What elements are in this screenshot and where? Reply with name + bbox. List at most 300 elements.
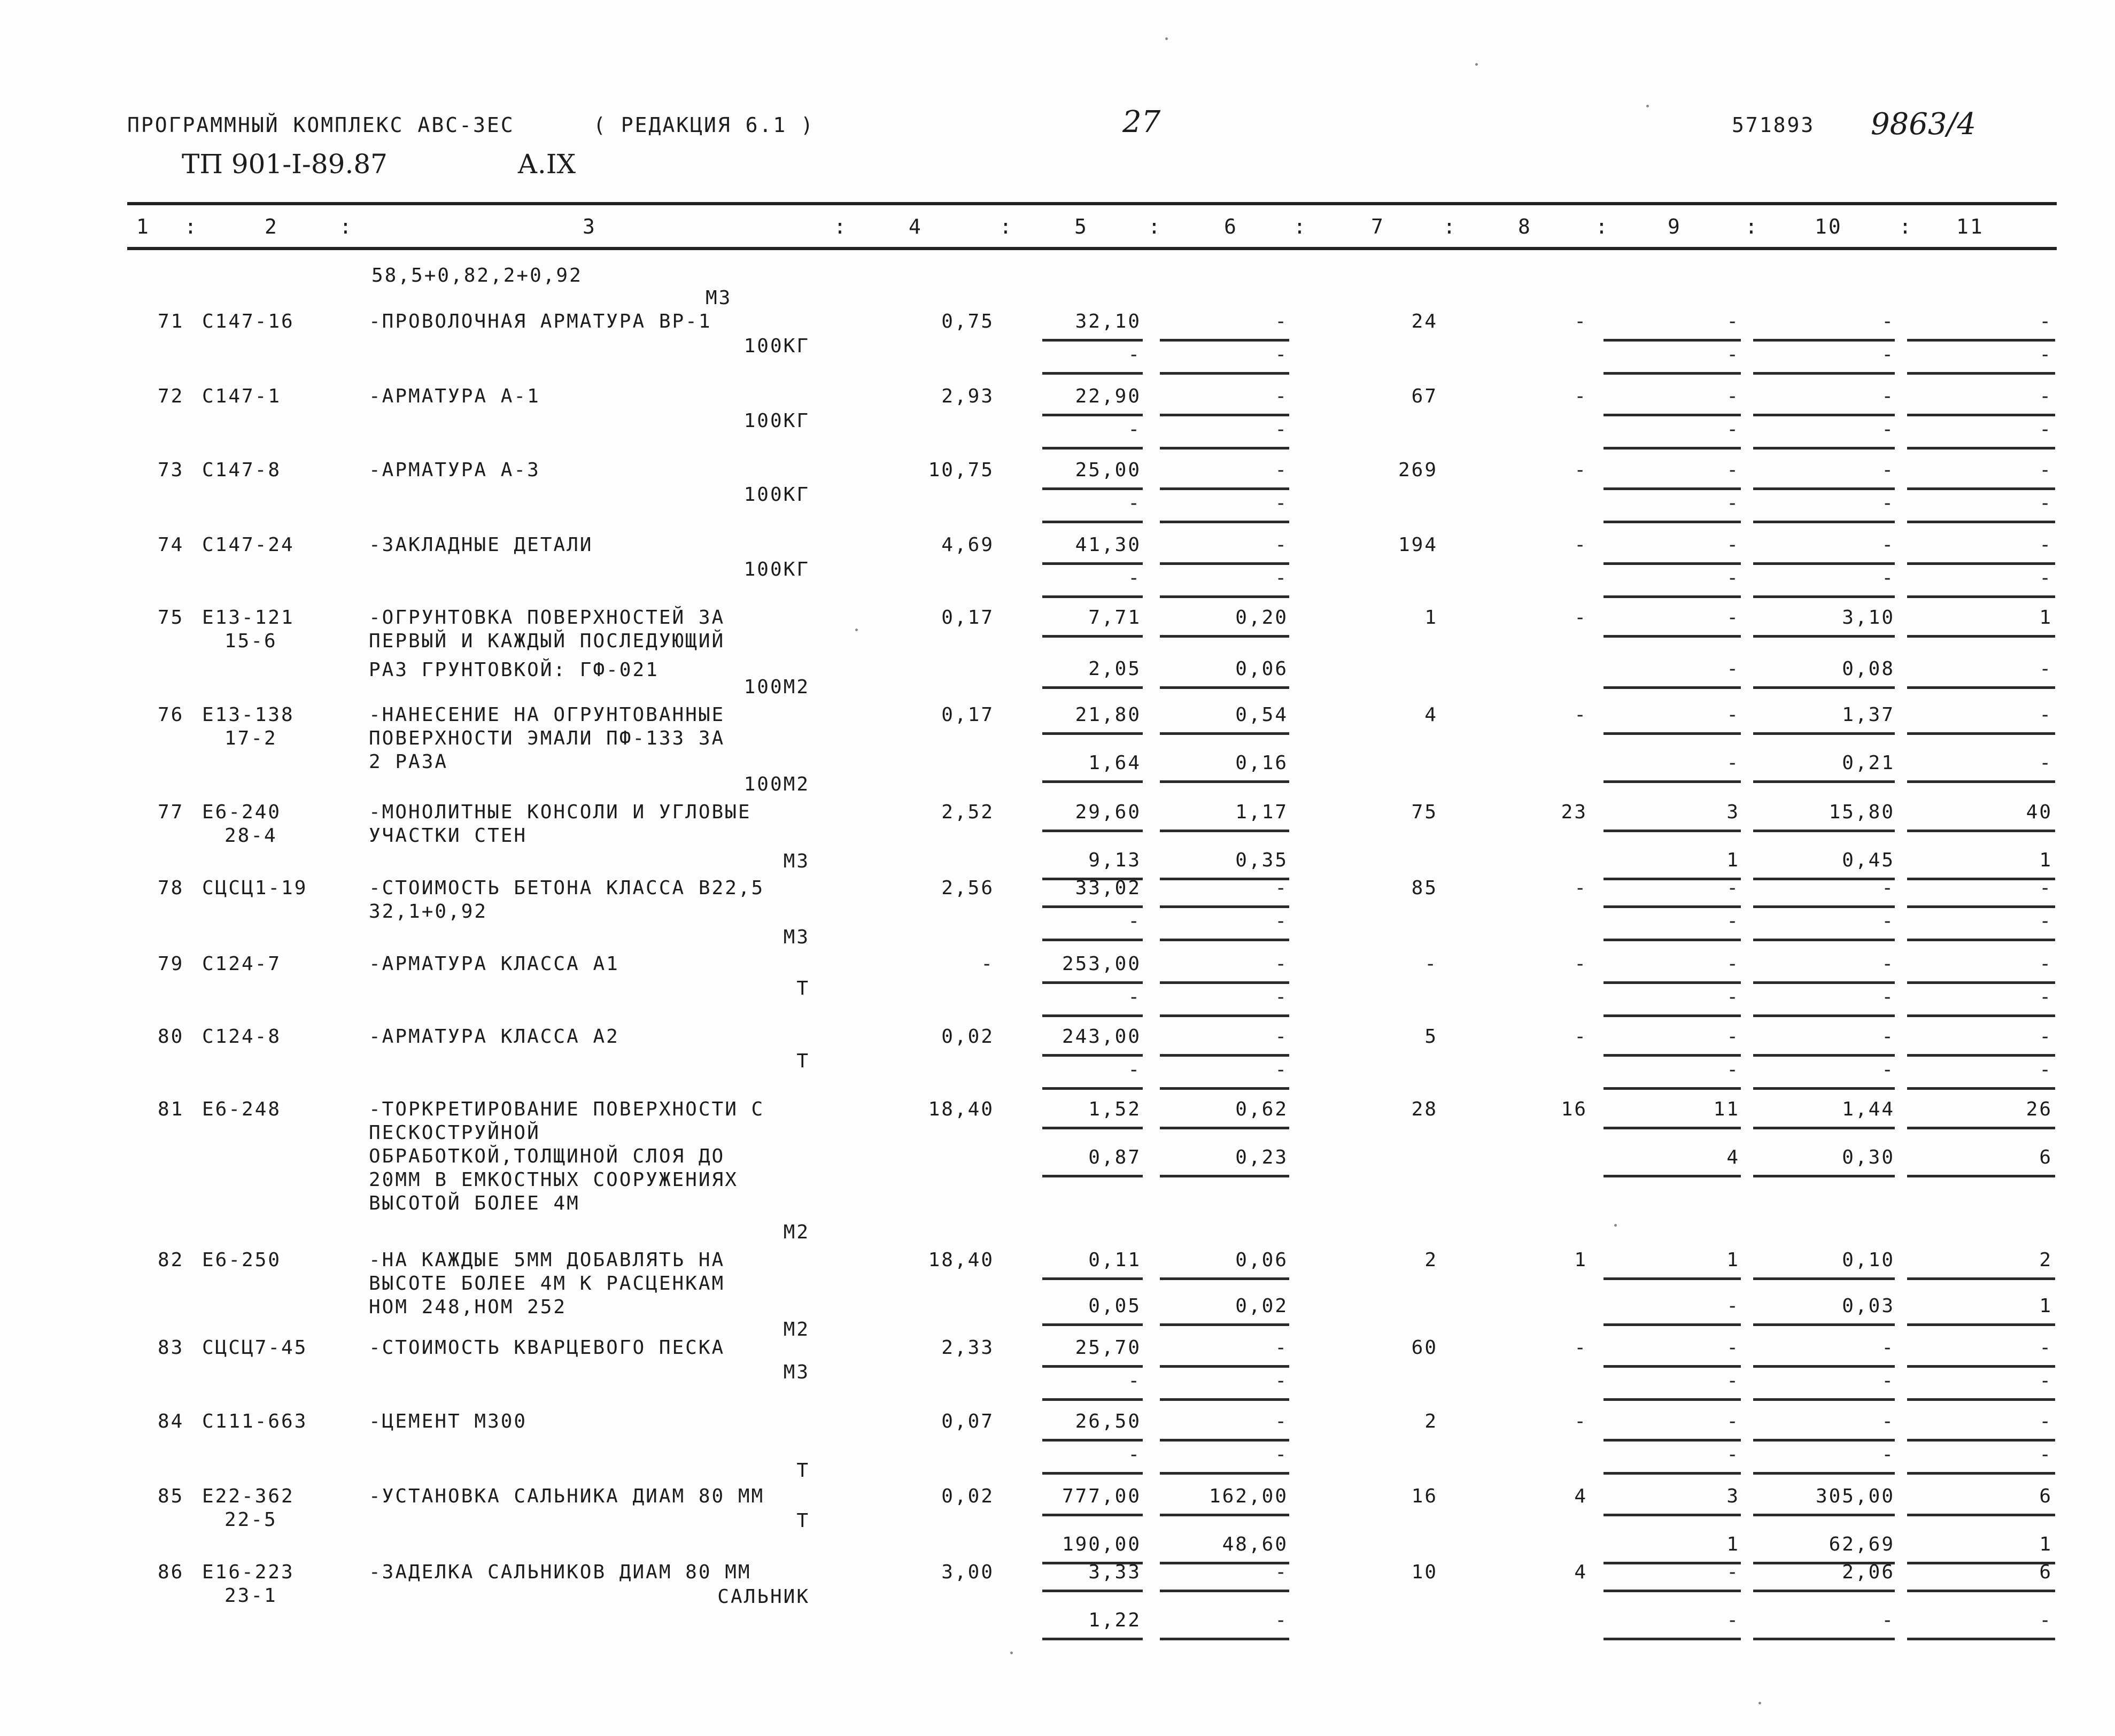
secondary-value-col-6: 0,02 bbox=[1235, 1295, 1288, 1317]
value-underline bbox=[1160, 635, 1289, 638]
rate-code-secondary: 28-4 bbox=[224, 825, 277, 847]
row-number: 84 bbox=[158, 1410, 184, 1432]
rate-code: С111-663 bbox=[202, 1410, 308, 1432]
value-col-9: 3 bbox=[1726, 1485, 1740, 1507]
value-col-4: - bbox=[981, 953, 994, 975]
rate-code-secondary: 23-1 bbox=[224, 1585, 277, 1607]
secondary-value-col-6: - bbox=[1275, 492, 1288, 514]
secondary-value-col-9: 1 bbox=[1726, 1533, 1740, 1555]
unit-label: М2 bbox=[783, 1319, 810, 1340]
secondary-value-col-11: 1 bbox=[2039, 1533, 2052, 1555]
row-number: 77 bbox=[158, 801, 184, 823]
value-col-4: 0,17 bbox=[941, 704, 994, 726]
value-underline bbox=[1753, 686, 1895, 689]
value-col-10: - bbox=[1881, 953, 1895, 975]
value-underline bbox=[1160, 487, 1289, 490]
value-col-9: - bbox=[1726, 877, 1740, 899]
rate-code: С124-7 bbox=[202, 953, 282, 975]
value-col-9: - bbox=[1726, 704, 1740, 726]
value-col-6: - bbox=[1275, 311, 1288, 332]
value-underline bbox=[1603, 905, 1741, 908]
value-underline bbox=[1160, 905, 1289, 908]
value-underline bbox=[1160, 1087, 1289, 1090]
secondary-value-col-11: - bbox=[2039, 1370, 2052, 1392]
unit-label: М3 bbox=[783, 1361, 810, 1383]
value-underline bbox=[1907, 1472, 2055, 1475]
value-underline bbox=[1160, 1472, 1289, 1475]
row-number: 72 bbox=[158, 385, 184, 407]
value-col-10: 15,80 bbox=[1829, 801, 1895, 823]
rate-code-secondary: 15-6 bbox=[224, 630, 277, 652]
column-header-9: 9 bbox=[1668, 215, 1682, 238]
value-underline bbox=[1907, 1323, 2055, 1326]
secondary-value-col-10: - bbox=[1881, 986, 1895, 1008]
value-underline bbox=[1753, 635, 1895, 638]
secondary-value-col-11: - bbox=[2039, 1059, 2052, 1081]
value-col-11: - bbox=[2039, 877, 2052, 899]
value-underline bbox=[1042, 635, 1143, 638]
value-col-8: 4 bbox=[1574, 1561, 1587, 1583]
value-underline bbox=[1907, 339, 2055, 342]
value-col-6: - bbox=[1275, 385, 1288, 407]
work-description: ВЫСОТЕ БОЛЕЕ 4М К РАСЦЕНКАМ bbox=[369, 1273, 725, 1295]
value-underline bbox=[1042, 487, 1143, 490]
value-col-10: - bbox=[1881, 1026, 1895, 1048]
value-underline bbox=[1753, 1014, 1895, 1017]
value-col-7: 10 bbox=[1411, 1561, 1438, 1583]
value-underline bbox=[1753, 487, 1895, 490]
column-separator: : bbox=[339, 215, 353, 238]
rate-code: С147-8 bbox=[202, 459, 282, 481]
value-underline bbox=[1042, 939, 1143, 941]
value-col-7: 4 bbox=[1424, 704, 1438, 726]
value-underline bbox=[1603, 1439, 1741, 1442]
secondary-value-col-11: - bbox=[2039, 492, 2052, 514]
unit-label: М2 bbox=[783, 1221, 810, 1243]
value-underline bbox=[1907, 562, 2055, 565]
value-underline bbox=[1753, 339, 1895, 342]
value-underline bbox=[1160, 1638, 1289, 1640]
value-col-6: - bbox=[1275, 877, 1288, 899]
rate-code: Е6-250 bbox=[202, 1249, 282, 1271]
value-underline bbox=[1907, 1638, 2055, 1640]
value-underline bbox=[1160, 1590, 1289, 1592]
secondary-value-col-10: 0,45 bbox=[1842, 849, 1895, 871]
value-underline bbox=[1753, 1472, 1895, 1475]
value-col-4: 10,75 bbox=[928, 459, 994, 481]
secondary-value-col-6: - bbox=[1275, 1444, 1288, 1466]
secondary-value-col-9: - bbox=[1726, 910, 1740, 932]
value-underline bbox=[1753, 1054, 1895, 1057]
column-separator: : bbox=[1745, 215, 1759, 238]
row-number: 86 bbox=[158, 1561, 184, 1583]
value-col-4: 0,17 bbox=[941, 607, 994, 629]
value-underline bbox=[1603, 1365, 1741, 1368]
value-col-7: 16 bbox=[1411, 1485, 1438, 1507]
work-description: ВЫСОТОЙ БОЛЕЕ 4М bbox=[369, 1192, 580, 1214]
value-col-7: 85 bbox=[1411, 877, 1438, 899]
value-underline bbox=[1907, 1087, 2055, 1090]
value-col-9: 1 bbox=[1726, 1249, 1740, 1271]
secondary-value-col-5: 9,13 bbox=[1088, 849, 1141, 871]
value-col-5: 253,00 bbox=[1062, 953, 1141, 975]
secondary-value-col-5: - bbox=[1128, 910, 1141, 932]
secondary-value-col-10: - bbox=[1881, 1444, 1895, 1466]
value-underline bbox=[1753, 562, 1895, 565]
value-underline bbox=[1907, 595, 2055, 598]
work-description: ОБРАБОТКОЙ,ТОЛЩИНОЙ СЛОЯ ДО bbox=[369, 1145, 725, 1167]
secondary-value-col-10: - bbox=[1881, 344, 1895, 366]
value-underline bbox=[1042, 732, 1143, 735]
rate-code-secondary: 17-2 bbox=[224, 727, 277, 749]
work-description: -ЦЕМЕНТ М300 bbox=[369, 1410, 528, 1432]
value-col-6: - bbox=[1275, 459, 1288, 481]
row-number: 76 bbox=[158, 704, 184, 726]
scan-speck bbox=[1646, 105, 1649, 107]
value-col-9: - bbox=[1726, 311, 1740, 332]
value-underline bbox=[1603, 939, 1741, 941]
value-underline bbox=[1603, 780, 1741, 783]
value-col-7: 194 bbox=[1398, 534, 1438, 556]
value-underline bbox=[1603, 1277, 1741, 1280]
value-col-8: 23 bbox=[1561, 801, 1587, 823]
value-col-5: 22,90 bbox=[1075, 385, 1141, 407]
value-underline bbox=[1603, 1323, 1741, 1326]
work-description: ПЕРВЫЙ И КАЖДЫЙ ПОСЛЕДУЮЩИЙ bbox=[369, 630, 725, 652]
value-underline bbox=[1042, 1277, 1143, 1280]
work-description: -АРМАТУРА А-3 bbox=[369, 459, 540, 481]
value-col-6: - bbox=[1275, 1410, 1288, 1432]
value-underline bbox=[1753, 447, 1895, 449]
value-underline bbox=[1753, 1514, 1895, 1516]
value-col-9: - bbox=[1726, 385, 1740, 407]
value-underline bbox=[1907, 780, 2055, 783]
handwritten-doc-number: 9863/4 bbox=[1871, 107, 1977, 142]
secondary-value-col-5: - bbox=[1128, 986, 1141, 1008]
value-col-8: - bbox=[1574, 1410, 1587, 1432]
value-col-5: 0,11 bbox=[1088, 1249, 1141, 1271]
rate-code: Е22-362 bbox=[202, 1485, 295, 1507]
value-underline bbox=[1603, 1472, 1741, 1475]
secondary-value-col-6: 0,16 bbox=[1235, 752, 1288, 774]
secondary-value-col-10: 0,03 bbox=[1842, 1295, 1895, 1317]
value-col-7: 269 bbox=[1398, 459, 1438, 481]
secondary-value-col-9: - bbox=[1726, 986, 1740, 1008]
secondary-value-col-5: - bbox=[1128, 418, 1141, 440]
value-underline bbox=[1160, 1562, 1289, 1564]
value-col-4: 4,69 bbox=[941, 534, 994, 556]
value-underline bbox=[1603, 732, 1741, 735]
value-col-8: - bbox=[1574, 607, 1587, 629]
secondary-value-col-6: - bbox=[1275, 567, 1288, 589]
value-col-10: - bbox=[1881, 459, 1895, 481]
value-col-11: - bbox=[2039, 704, 2052, 726]
value-col-10: - bbox=[1881, 534, 1895, 556]
value-col-9: 11 bbox=[1713, 1098, 1740, 1120]
column-header-6: 6 bbox=[1224, 215, 1238, 238]
value-col-9: - bbox=[1726, 1337, 1740, 1359]
value-underline bbox=[1042, 1398, 1143, 1401]
secondary-value-col-5: 0,87 bbox=[1088, 1146, 1141, 1168]
value-underline bbox=[1603, 981, 1741, 984]
program-title: ПРОГРАММНЫЙ КОМПЛЕКС АВС-ЗЕС bbox=[127, 113, 515, 137]
unit-label: 100М2 bbox=[743, 773, 810, 795]
work-description: 32,1+0,92 bbox=[369, 901, 488, 923]
work-description: -ЗАКЛАДНЫЕ ДЕТАЛИ bbox=[369, 534, 593, 556]
rate-code: Е13-121 bbox=[202, 607, 295, 629]
value-underline bbox=[1160, 595, 1289, 598]
value-underline bbox=[1907, 487, 2055, 490]
secondary-value-col-10: - bbox=[1881, 567, 1895, 589]
secondary-value-col-10: - bbox=[1881, 492, 1895, 514]
value-col-5: 243,00 bbox=[1062, 1026, 1141, 1048]
value-col-11: 26 bbox=[2026, 1098, 2052, 1120]
value-underline bbox=[1042, 562, 1143, 565]
value-underline bbox=[1753, 981, 1895, 984]
value-col-8: 16 bbox=[1561, 1098, 1587, 1120]
value-underline bbox=[1603, 878, 1741, 880]
rate-code-secondary: 22-5 bbox=[224, 1509, 277, 1531]
value-underline bbox=[1603, 447, 1741, 449]
secondary-value-col-11: - bbox=[2039, 752, 2052, 774]
value-underline bbox=[1042, 447, 1143, 449]
value-underline bbox=[1753, 905, 1895, 908]
unit-label: Т bbox=[796, 978, 810, 999]
secondary-value-col-6: 0,06 bbox=[1235, 658, 1288, 680]
value-underline bbox=[1160, 1365, 1289, 1368]
secondary-value-col-5: 1,64 bbox=[1088, 752, 1141, 774]
work-description: УЧАСТКИ СТЕН bbox=[369, 825, 528, 847]
value-col-4: 0,07 bbox=[941, 1410, 994, 1432]
secondary-value-col-5: - bbox=[1128, 567, 1141, 589]
value-underline bbox=[1907, 732, 2055, 735]
value-underline bbox=[1907, 521, 2055, 523]
work-description: -МОНОЛИТНЫЕ КОНСОЛИ И УГЛОВЫЕ bbox=[369, 801, 752, 823]
value-col-5: 25,70 bbox=[1075, 1337, 1141, 1359]
value-col-8: - bbox=[1574, 1026, 1587, 1048]
page-number: 27 bbox=[1122, 105, 1161, 140]
value-underline bbox=[1907, 1439, 2055, 1442]
value-col-6: - bbox=[1275, 534, 1288, 556]
value-underline bbox=[1603, 1562, 1741, 1564]
row-number: 73 bbox=[158, 459, 184, 481]
secondary-value-col-11: - bbox=[2039, 658, 2052, 680]
value-col-10: 1,37 bbox=[1842, 704, 1895, 726]
value-underline bbox=[1042, 1127, 1143, 1129]
value-underline bbox=[1907, 939, 2055, 941]
value-col-7: 28 bbox=[1411, 1098, 1438, 1120]
secondary-value-col-5: - bbox=[1128, 1059, 1141, 1081]
value-underline bbox=[1753, 1398, 1895, 1401]
value-col-6: 1,17 bbox=[1235, 801, 1288, 823]
value-col-8: - bbox=[1574, 385, 1587, 407]
value-col-4: 2,52 bbox=[941, 801, 994, 823]
value-underline bbox=[1907, 1514, 2055, 1516]
secondary-value-col-5: - bbox=[1128, 492, 1141, 514]
value-underline bbox=[1603, 686, 1741, 689]
value-underline bbox=[1753, 1323, 1895, 1326]
value-col-8: - bbox=[1574, 704, 1587, 726]
value-underline bbox=[1907, 686, 2055, 689]
value-underline bbox=[1907, 830, 2055, 832]
value-underline bbox=[1042, 1638, 1143, 1640]
value-col-11: 6 bbox=[2039, 1561, 2052, 1583]
value-underline bbox=[1753, 1277, 1895, 1280]
column-separator: : bbox=[1595, 215, 1609, 238]
column-separator: : bbox=[1148, 215, 1162, 238]
value-col-7: 5 bbox=[1424, 1026, 1438, 1048]
value-col-10: - bbox=[1881, 311, 1895, 332]
secondary-value-col-9: 1 bbox=[1726, 849, 1740, 871]
scan-speck bbox=[1165, 37, 1168, 40]
secondary-value-col-6: - bbox=[1275, 1609, 1288, 1631]
value-underline bbox=[1042, 981, 1143, 984]
rate-code: С147-24 bbox=[202, 534, 295, 556]
work-description: 2 РАЗА bbox=[369, 751, 448, 773]
secondary-value-col-5: 190,00 bbox=[1062, 1533, 1141, 1555]
work-description: -ОГРУНТОВКА ПОВЕРХНОСТЕЙ ЗА bbox=[369, 607, 725, 629]
work-description: -УСТАНОВКА САЛЬНИКА ДИАМ 80 ММ bbox=[369, 1485, 765, 1507]
column-header-4: 4 bbox=[909, 215, 923, 238]
secondary-value-col-9: - bbox=[1726, 492, 1740, 514]
column-header-8: 8 bbox=[1518, 215, 1532, 238]
value-col-9: - bbox=[1726, 1026, 1740, 1048]
value-underline bbox=[1603, 595, 1741, 598]
value-underline bbox=[1753, 595, 1895, 598]
secondary-value-col-11: - bbox=[2039, 1444, 2052, 1466]
row-number: 78 bbox=[158, 877, 184, 899]
value-underline bbox=[1160, 686, 1289, 689]
unit-label: САЛЬНИК bbox=[717, 1586, 810, 1608]
value-underline bbox=[1160, 1398, 1289, 1401]
scan-speck bbox=[1475, 63, 1478, 66]
column-header-7: 7 bbox=[1371, 215, 1385, 238]
value-col-8: - bbox=[1574, 534, 1587, 556]
value-underline bbox=[1603, 1014, 1741, 1017]
header-top-rule bbox=[127, 202, 2057, 205]
value-underline bbox=[1042, 372, 1143, 375]
secondary-value-col-9: - bbox=[1726, 1370, 1740, 1392]
value-underline bbox=[1907, 981, 2055, 984]
value-underline bbox=[1160, 562, 1289, 565]
value-col-4: 0,02 bbox=[941, 1485, 994, 1507]
secondary-value-col-6: 0,23 bbox=[1235, 1146, 1288, 1168]
value-underline bbox=[1907, 1398, 2055, 1401]
value-col-11: 2 bbox=[2039, 1249, 2052, 1271]
work-description: -ТОРКРЕТИРОВАНИЕ ПОВЕРХНОСТИ С bbox=[369, 1098, 765, 1120]
rate-code: Е6-248 bbox=[202, 1098, 282, 1120]
value-underline bbox=[1160, 1127, 1289, 1129]
value-col-7: - bbox=[1424, 953, 1438, 975]
value-underline bbox=[1603, 635, 1741, 638]
column-header-3: 3 bbox=[583, 215, 596, 238]
value-underline bbox=[1753, 830, 1895, 832]
value-underline bbox=[1160, 1514, 1289, 1516]
value-underline bbox=[1907, 1014, 2055, 1017]
value-col-5: 41,30 bbox=[1075, 534, 1141, 556]
value-underline bbox=[1160, 981, 1289, 984]
value-col-7: 75 bbox=[1411, 801, 1438, 823]
secondary-value-col-6: - bbox=[1275, 986, 1288, 1008]
secondary-value-col-10: 0,08 bbox=[1842, 658, 1895, 680]
value-col-6: 0,20 bbox=[1235, 607, 1288, 629]
value-col-4: 18,40 bbox=[928, 1249, 994, 1271]
value-underline bbox=[1160, 447, 1289, 449]
value-col-10: - bbox=[1881, 1337, 1895, 1359]
work-description: -НА КАЖДЫЕ 5ММ ДОБАВЛЯТЬ НА bbox=[369, 1249, 725, 1271]
value-col-10: - bbox=[1881, 385, 1895, 407]
value-underline bbox=[1907, 1562, 2055, 1564]
value-col-9: - bbox=[1726, 1410, 1740, 1432]
column-separator: : bbox=[1000, 215, 1013, 238]
work-description: -СТОИМОСТЬ КВАРЦЕВОГО ПЕСКА bbox=[369, 1337, 725, 1359]
work-description: -ЗАДЕЛКА САЛЬНИКОВ ДИАМ 80 ММ bbox=[369, 1561, 752, 1583]
value-col-9: 3 bbox=[1726, 801, 1740, 823]
secondary-value-col-5: - bbox=[1128, 344, 1141, 366]
work-description: ПОВЕРХНОСТИ ЭМАЛИ ПФ-133 ЗА bbox=[369, 727, 725, 749]
document-code: 571893 bbox=[1732, 113, 1815, 137]
secondary-value-col-9: - bbox=[1726, 1609, 1740, 1631]
column-separator: : bbox=[1443, 215, 1457, 238]
value-underline bbox=[1042, 595, 1143, 598]
secondary-value-col-11: - bbox=[2039, 1609, 2052, 1631]
value-underline bbox=[1603, 562, 1741, 565]
value-underline bbox=[1907, 447, 2055, 449]
value-col-10: 1,44 bbox=[1842, 1098, 1895, 1120]
secondary-value-col-9: 4 bbox=[1726, 1146, 1740, 1168]
value-col-11: 1 bbox=[2039, 607, 2052, 629]
value-col-5: 33,02 bbox=[1075, 877, 1141, 899]
value-underline bbox=[1160, 1277, 1289, 1280]
work-description: НОМ 248,НОМ 252 bbox=[369, 1296, 567, 1318]
value-underline bbox=[1603, 487, 1741, 490]
column-header-11: 11 bbox=[1956, 215, 1984, 238]
value-underline bbox=[1042, 1087, 1143, 1090]
value-col-5: 7,71 bbox=[1088, 607, 1141, 629]
value-col-11: - bbox=[2039, 311, 2052, 332]
value-col-5: 29,60 bbox=[1075, 801, 1141, 823]
value-underline bbox=[1753, 732, 1895, 735]
value-underline bbox=[1042, 1439, 1143, 1442]
value-col-10: - bbox=[1881, 1410, 1895, 1432]
secondary-value-col-10: - bbox=[1881, 418, 1895, 440]
value-underline bbox=[1160, 732, 1289, 735]
value-col-11: 6 bbox=[2039, 1485, 2052, 1507]
rate-code: С147-16 bbox=[202, 311, 295, 332]
value-underline bbox=[1160, 1323, 1289, 1326]
secondary-value-col-6: 0,35 bbox=[1235, 849, 1288, 871]
secondary-value-col-9: - bbox=[1726, 567, 1740, 589]
value-underline bbox=[1160, 1054, 1289, 1057]
value-underline bbox=[1753, 939, 1895, 941]
value-underline bbox=[1042, 905, 1143, 908]
row-number: 82 bbox=[158, 1249, 184, 1271]
value-underline bbox=[1160, 1014, 1289, 1017]
value-col-9: - bbox=[1726, 953, 1740, 975]
unit-label: 100М2 bbox=[743, 676, 810, 698]
value-col-11: 40 bbox=[2026, 801, 2052, 823]
work-description: -АРМАТУРА КЛАССА А1 bbox=[369, 953, 619, 975]
value-col-5: 1,52 bbox=[1088, 1098, 1141, 1120]
value-underline bbox=[1603, 830, 1741, 832]
value-underline bbox=[1160, 339, 1289, 342]
work-description: -СТОИМОСТЬ БЕТОНА КЛАССА В22,5 bbox=[369, 877, 765, 899]
value-col-11: - bbox=[2039, 953, 2052, 975]
value-col-5: 32,10 bbox=[1075, 311, 1141, 332]
secondary-value-col-11: - bbox=[2039, 986, 2052, 1008]
secondary-value-col-9: - bbox=[1726, 1059, 1740, 1081]
value-underline bbox=[1753, 1175, 1895, 1177]
